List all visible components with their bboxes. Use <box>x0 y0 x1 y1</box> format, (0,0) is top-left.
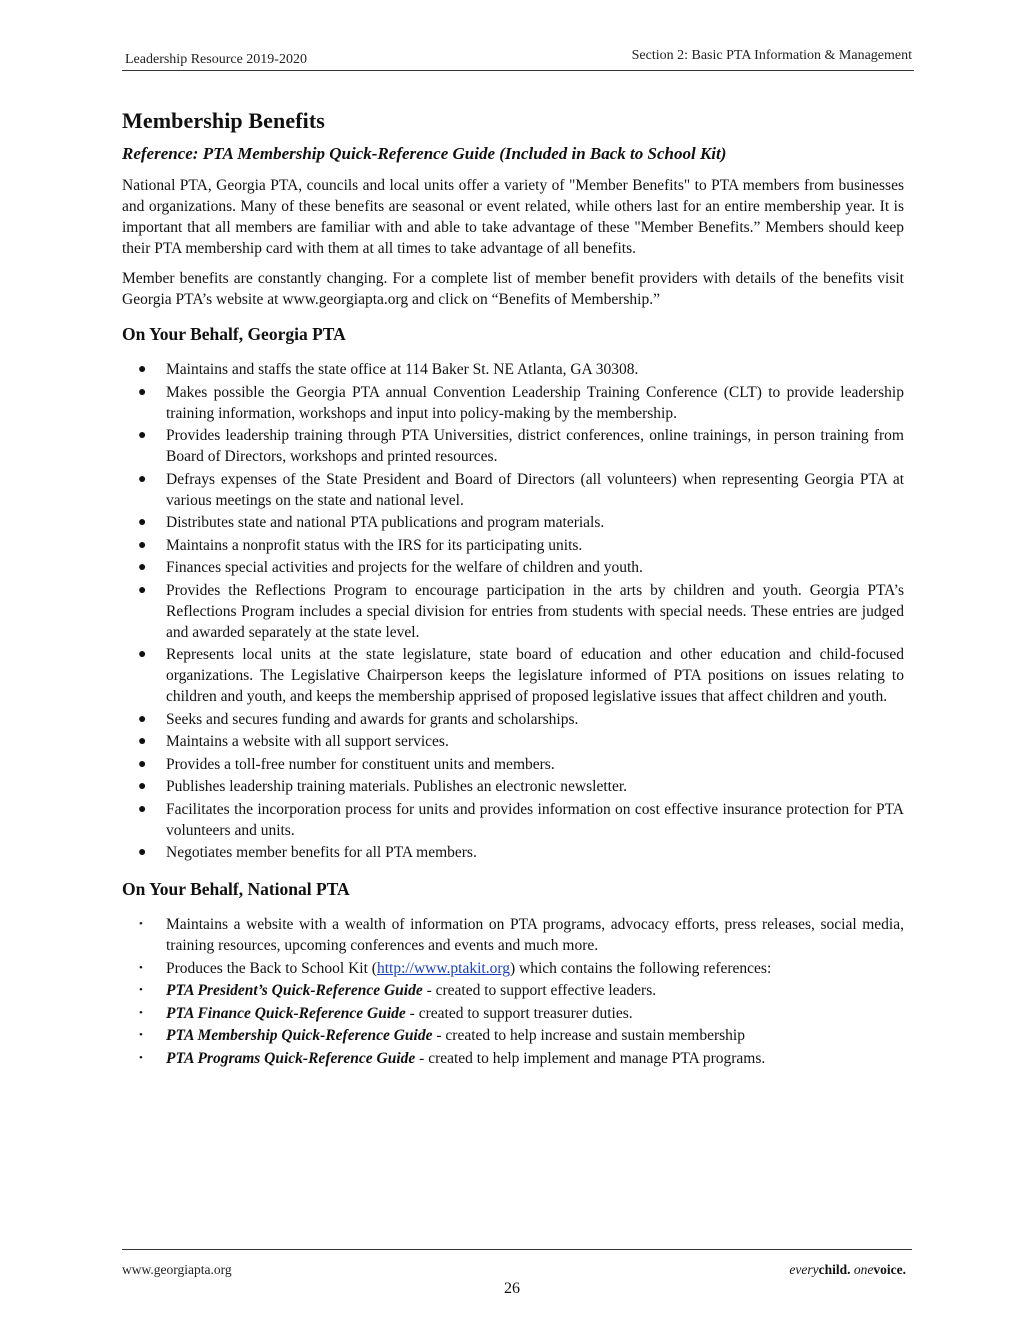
guide-description: - created to help increase and sustain membership <box>432 1027 745 1044</box>
slogan-every: every <box>789 1262 819 1277</box>
bullet-icon: ● <box>138 471 147 487</box>
list-item <box>122 382 904 424</box>
list-item-text: Provides the Reflections Program to encourage participation in the arts by children and youth. Georgia PTA’s Reflections Program includes a special division for entries from students with special needs. These entries are judged and awarded separately at the state level. <box>166 581 904 641</box>
header-right: Section 2: Basic PTA Information & Management <box>631 48 912 63</box>
bullet-icon: ● <box>138 779 147 794</box>
list-item-text: Maintains a website with a wealth of information on PTA programs, advocacy efforts, press releases, social media, training resources, upcoming conferences and events and much more. <box>166 916 904 954</box>
guide-title: PTA Programs Quick-Reference Guide <box>166 1049 416 1067</box>
list-item-text-before: Produces the Back to School Kit ( <box>166 959 377 977</box>
bullet-icon: ● <box>138 560 147 575</box>
list-item <box>122 1048 904 1069</box>
list-item-text: Defrays expenses of the State President and Board of Directors (all volunteers) when representing Georgia PTA at various meetings on the state and national level. <box>166 470 904 509</box>
bullet-icon: • <box>139 1006 143 1019</box>
header-left: Leadership Resource 2019-2020 <box>125 52 307 67</box>
list-item <box>122 709 904 730</box>
slogan-one: one <box>853 1262 874 1277</box>
bullet-icon: • <box>139 961 143 974</box>
list-item <box>122 644 904 707</box>
bullet-icon: ● <box>138 362 147 377</box>
list-item <box>122 980 904 1001</box>
bullet-icon: • <box>139 1051 143 1064</box>
intro-paragraph: National PTA, Georgia PTA, councils and local units offer a variety of "Member Benefits" to PTA members from businesses and organizations. Many of these benefits are seasonal or event related, while others last for an entire membership year. It is important that all members are familiar with and able to take advantage of these "Member Benefits.” Members should keep their PTA membership card with them at all times to take advantage of all benefits. <box>122 177 904 257</box>
page-number: 26 <box>504 1280 520 1297</box>
list-item <box>122 557 904 578</box>
list-item-text: Negotiates member benefits for all PTA members. <box>166 844 477 861</box>
bullet-icon: ● <box>138 428 147 443</box>
list-item <box>122 580 904 643</box>
list-item-text: Makes possible the Georgia PTA annual Convention Leadership Training Conference (CLT) to provide leadership training information, workshops and input into policy-making by the membership. <box>166 383 904 422</box>
national-heading: On Your Behalf, National PTA <box>122 879 350 899</box>
list-item <box>122 754 904 775</box>
national-benefits-list <box>122 914 904 1069</box>
bullet-icon: ● <box>138 711 147 727</box>
list-item-text: Publishes leadership training materials. Publishes an electronic newsletter. <box>166 778 628 795</box>
list-item-text: Maintains a nonprofit status with the IRS for its participating units. <box>166 536 583 554</box>
slogan-voice: voice. <box>873 1262 906 1277</box>
slogan-child: child. <box>818 1262 851 1277</box>
list-item <box>122 1003 904 1024</box>
guide-description: - created to help implement and manage PTA programs. <box>415 1049 766 1067</box>
list-item-text: Finances special activities and projects for the welfare of children and youth. <box>166 559 643 576</box>
list-item <box>122 512 904 533</box>
list-item-text: Facilitates the incorporation process for units and provides information on cost effective insurance protection for PTA volunteers and units. <box>166 800 904 839</box>
main-content <box>122 108 904 1070</box>
list-item-text: Provides a toll-free number for constituent units and members. <box>166 755 555 773</box>
list-item-text: Distributes state and national PTA publications and program materials. <box>166 514 605 531</box>
list-item <box>122 1025 904 1046</box>
bullet-icon: ● <box>138 845 147 860</box>
list-item-text: Provides leadership training through PTA Universities, district conferences, online trainings, in person training from Board of Directors, workshops and printed resources. <box>166 427 904 465</box>
list-item <box>122 958 904 979</box>
list-item-text: Represents local units at the state legislature, state board of education and other education and child-focused organizations. The Legislative Chairperson keeps the legislature informed of PTA positions on issues relating to children and youth, and keeps the membership apprised of proposed legislative issues that affect children and youth. <box>166 646 904 705</box>
list-item <box>122 731 904 752</box>
list-item <box>122 425 904 467</box>
list-item-text: Maintains and staffs the state office at 114 Baker St. NE Atlanta, GA 30308. <box>166 361 639 378</box>
reference-line: Reference: PTA Membership Quick-Reference Guide (Included in Back to School Kit) <box>122 144 727 163</box>
bullet-icon: ● <box>138 582 147 598</box>
bullet-icon: ● <box>138 756 147 772</box>
ptakit-link[interactable]: http://www.ptakit.org <box>376 959 510 977</box>
guide-description: - created to support treasurer duties. <box>405 1004 633 1022</box>
list-item <box>122 535 904 556</box>
guide-description: - created to support effective leaders. <box>422 982 657 999</box>
benefits-paragraph: Member benefits are constantly changing. For a complete list of member benefit providers with details of the benefits visit Georgia PTA’s website at www.georgiapta.org and click on “Benefits of Membership.” <box>122 270 904 308</box>
footer-rule <box>122 1249 912 1250</box>
footer-website: www.georgiapta.org <box>122 1262 232 1277</box>
list-item-text: Maintains a website with all support services. <box>166 733 449 750</box>
bullet-icon: • <box>139 918 143 930</box>
list-item <box>122 799 904 841</box>
bullet-icon: ● <box>138 384 147 400</box>
bullet-icon: ● <box>138 537 147 553</box>
georgia-heading: On Your Behalf, Georgia PTA <box>122 324 346 344</box>
footer-slogan <box>789 1262 906 1278</box>
list-item <box>122 359 904 380</box>
list-item <box>122 842 904 863</box>
page-title: Membership Benefits <box>122 108 325 133</box>
list-item <box>122 776 904 797</box>
bullet-icon: ● <box>138 647 147 662</box>
bullet-icon: • <box>139 1029 143 1041</box>
bullet-icon: • <box>139 984 143 996</box>
bullet-icon: ● <box>138 515 147 530</box>
list-item <box>122 469 904 511</box>
guide-title: PTA Membership Quick-Reference Guide <box>166 1027 433 1044</box>
guide-title: PTA President’s Quick-Reference Guide <box>166 982 423 999</box>
georgia-benefits-list <box>122 359 904 863</box>
guide-title: PTA Finance Quick-Reference Guide <box>166 1004 406 1022</box>
header-rule <box>122 70 914 71</box>
bullet-icon: ● <box>138 734 147 749</box>
list-item-text: Seeks and secures funding and awards for grants and scholarships. <box>166 710 579 728</box>
list-item-text-after: ) which contains the following references: <box>510 959 772 977</box>
bullet-icon: ● <box>138 801 147 817</box>
list-item <box>122 914 904 956</box>
